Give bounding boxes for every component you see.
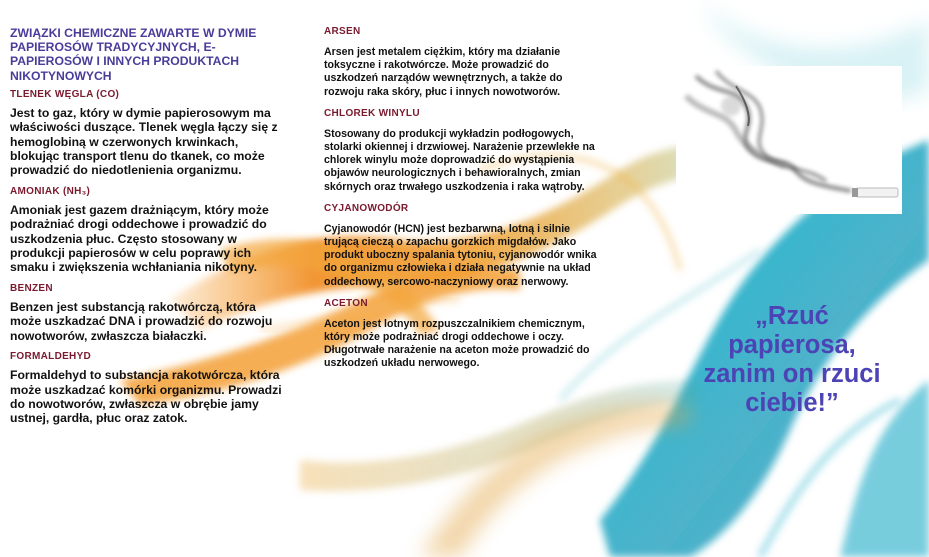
slogan-line: zanim on rzuci (703, 360, 881, 388)
smoke-photo-icon (676, 66, 902, 214)
section-body: Stosowany do produkcji wykładzin podłogowych, stolarki okiennej i drzwiowej. Narażenie przewlekłe na chlorek winylu może doprowadzić do wystąpienia objawów neurologicznych i behawioralnych, zmian skórnych oraz trwałego uszkodzenia i raka wątroby. (324, 127, 595, 193)
section-heading: FORMALDEHYD (10, 351, 92, 363)
section-heading: ARSEN (324, 26, 361, 37)
section-heading: AMONIAK (NH₃) (10, 185, 91, 197)
slogan-line: ciebie!” (745, 389, 839, 417)
document-title: ZWIĄZKI CHEMICZNE ZAWARTE W DYMIE PAPIEROSÓW TRADYCYJNYCH, E-PAPIEROSÓW I INNYCH PRODUKTACH NIKOTYNOWYCH (10, 26, 257, 83)
section-body: Benzen jest substancją rakotwórczą, która może uszkadzać DNA i prowadzić do rozwoju nowotworów, zwłaszcza białaczki. (10, 299, 273, 343)
section-acetone (324, 298, 600, 371)
section-arsenic (324, 26, 600, 99)
section-heading: CYJANOWODÓR (324, 202, 409, 214)
section-hydrogen-cyanide (324, 203, 600, 289)
section-heading: BENZEN (10, 282, 53, 294)
section-body: Formaldehyd to substancja rakotwórcza, która może uszkadzać komórki organizmu. Prowadzi do nowotworów, zwłaszcza w obrębie jamy ustnej, gardła, płuc oraz zatok. (10, 368, 282, 426)
section-heading: ACETON (324, 297, 368, 309)
slogan-line: „Rzuć (755, 302, 829, 330)
section-body: Aceton jest lotnym rozpuszczalnikiem chemicznym, który może podrażniać drogi oddechowe i oczy. Długotrwałe narażenie na aceton może prowadzić do uszkodzeń układu nerwowego. (324, 317, 590, 370)
slogan-quote (672, 302, 912, 418)
section-ammonia (10, 186, 282, 275)
section-carbon-monoxide (10, 89, 282, 178)
section-body: Cyjanowodór (HCN) jest bezbarwną, lotną i silnie trującą cieczą o zapachu gorzkich migdałów. Jako produkt uboczny spalania tytoniu, cyjanowodór wnika do organizmu człowieka i działa negatywnie na układ oddechowy, sercowo-naczyniowy oraz nerwowy. (324, 222, 597, 288)
column-middle (324, 26, 600, 380)
section-formaldehyde (10, 351, 282, 426)
section-body: Arsen jest metalem ciężkim, który ma działanie toksyczne i rakotwórcze. Może prowadzić do uszkodzeń narządów wewnętrznych, a także do rozwoju raka skóry, płuc i innych nowotworów. (324, 46, 563, 98)
section-body: Jest to gaz, który w dymie papierosowym ma właściwości duszące. Tlenek węgla łączy się z hemoglobiną w czerwonych krwinkach, blokując transport tlenu do tkanek, co może prowadzić do niedotlenienia organizmu. (10, 105, 278, 178)
section-body: Amoniak jest gazem drażniącym, który może podrażniać drogi oddechowe i prowadzić do uszkodzenia płuc. Często stosowany w produkcji papierosów w celu poprawy ich smaku i zwiększenia wchłaniania nikotyny. (10, 202, 269, 275)
section-benzene (10, 283, 282, 343)
column-left (10, 26, 282, 434)
section-heading: TLENEK WĘGLA (CO) (10, 88, 120, 100)
slogan-line: papierosa, (728, 331, 856, 359)
section-vinyl-chloride (324, 108, 600, 194)
section-heading: CHLOREK WINYLU (324, 107, 420, 119)
cigarette-smoke-photo (676, 66, 902, 214)
